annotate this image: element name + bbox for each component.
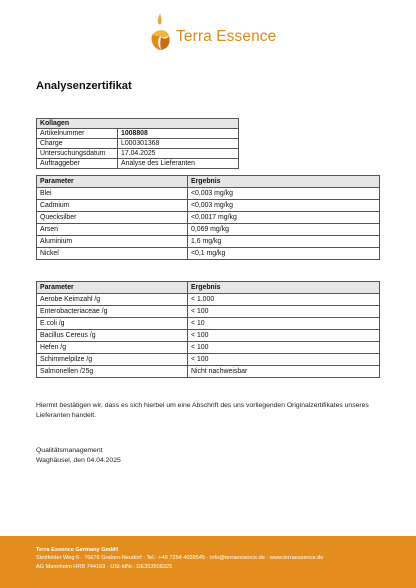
parameter-cell: Salmonellen /25g bbox=[37, 366, 188, 378]
parameter-cell: Arsen bbox=[37, 224, 188, 236]
info-value: Analyse des Lieferanten bbox=[118, 159, 239, 169]
brand-logo bbox=[148, 10, 276, 56]
table-row bbox=[37, 330, 380, 342]
result-cell: < 10 bbox=[188, 318, 380, 330]
table-row bbox=[37, 200, 380, 212]
confirmation-statement: Hiermit bestätigen wir, dass es sich hierbei um eine Abschrift des uns vorliegenden Originalzertifikates unseres Lieferanten handelt. bbox=[36, 402, 369, 419]
product-name: Kollagen bbox=[37, 119, 239, 129]
footer bbox=[0, 536, 416, 588]
table-row bbox=[37, 119, 239, 129]
footer-company: Terra Essence Germany GmbH bbox=[36, 547, 118, 553]
result-cell: <0,003 mg/kg bbox=[188, 188, 380, 200]
result-cell: < 100 bbox=[188, 330, 380, 342]
parameter-cell: E.coli /g bbox=[37, 318, 188, 330]
result-cell: Nicht nachweisbar bbox=[188, 366, 380, 378]
info-label: Auftraggeber bbox=[37, 159, 118, 169]
table-header-row bbox=[37, 282, 380, 294]
result-cell: 0,069 mg/kg bbox=[188, 224, 380, 236]
table-row bbox=[37, 366, 380, 378]
product-info-table bbox=[36, 118, 239, 169]
result-cell: <0,003 mg/kg bbox=[188, 200, 380, 212]
page-title: Analysenzertifikat bbox=[36, 80, 132, 92]
table-row bbox=[37, 139, 239, 149]
parameter-cell: Aerobe Keimzahl /g bbox=[37, 294, 188, 306]
parameter-cell: Enterobacteriaceae /g bbox=[37, 306, 188, 318]
signature-block bbox=[36, 446, 121, 466]
place-date: Waghäusel, den 04.04.2025 bbox=[36, 457, 121, 464]
parameter-cell: Cadmium bbox=[37, 200, 188, 212]
table-row bbox=[37, 149, 239, 159]
column-header-parameter: Parameter bbox=[37, 176, 188, 188]
parameter-cell: Hefen /g bbox=[37, 342, 188, 354]
table-row bbox=[37, 159, 239, 169]
table-row bbox=[37, 342, 380, 354]
table-row bbox=[37, 212, 380, 224]
result-cell: < 1.000 bbox=[188, 294, 380, 306]
parameter-cell: Bacillus Cereus /g bbox=[37, 330, 188, 342]
footer-registry: AG Mannheim HRB 744169 · USt-IdNr.: DE353508325 bbox=[36, 563, 173, 570]
result-cell: 1,6 mg/kg bbox=[188, 236, 380, 248]
table-row bbox=[37, 354, 380, 366]
table-header-row bbox=[37, 176, 380, 188]
result-cell: < 100 bbox=[188, 354, 380, 366]
parameter-cell: Quecksilber bbox=[37, 212, 188, 224]
info-value: L000301368 bbox=[118, 139, 239, 149]
table-row bbox=[37, 129, 239, 139]
parameter-cell: Schimmelpilze /g bbox=[37, 354, 188, 366]
result-cell: <0,0017 mg/kg bbox=[188, 212, 380, 224]
info-value: 17.04.2025 bbox=[118, 149, 239, 159]
heavy-metals-table bbox=[36, 175, 380, 260]
oil-drop-leaf-icon bbox=[148, 11, 172, 55]
table-row bbox=[37, 318, 380, 330]
column-header-parameter: Parameter bbox=[37, 282, 188, 294]
parameter-cell: Aluminium bbox=[37, 236, 188, 248]
brand-name: Terra Essence bbox=[176, 28, 277, 45]
department-label: Qualitätsmanagement bbox=[36, 447, 103, 454]
result-cell: < 100 bbox=[188, 306, 380, 318]
info-label: Charge bbox=[37, 139, 118, 149]
table-row bbox=[37, 306, 380, 318]
table-row bbox=[37, 236, 380, 248]
column-header-result: Ergebnis bbox=[188, 176, 380, 188]
info-label: Untersuchungsdatum bbox=[37, 149, 118, 159]
result-cell: < 100 bbox=[188, 342, 380, 354]
table-row bbox=[37, 294, 380, 306]
info-label: Artikelnummer bbox=[37, 129, 118, 139]
parameter-cell: Blei bbox=[37, 188, 188, 200]
info-value: 1008808 bbox=[118, 129, 239, 139]
result-cell: <0,1 mg/kg bbox=[188, 248, 380, 260]
column-header-result: Ergebnis bbox=[188, 282, 380, 294]
microbiology-table bbox=[36, 281, 380, 378]
footer-address: Stettfelder Weg 6 · 76676 Graben-Neudorf · Tel.: +49 7254 4039545 · info@terraessence.de · www.terraessence.de bbox=[36, 555, 324, 562]
table-row bbox=[37, 248, 380, 260]
table-row bbox=[37, 188, 380, 200]
parameter-cell: Nickel bbox=[37, 248, 188, 260]
table-row bbox=[37, 224, 380, 236]
